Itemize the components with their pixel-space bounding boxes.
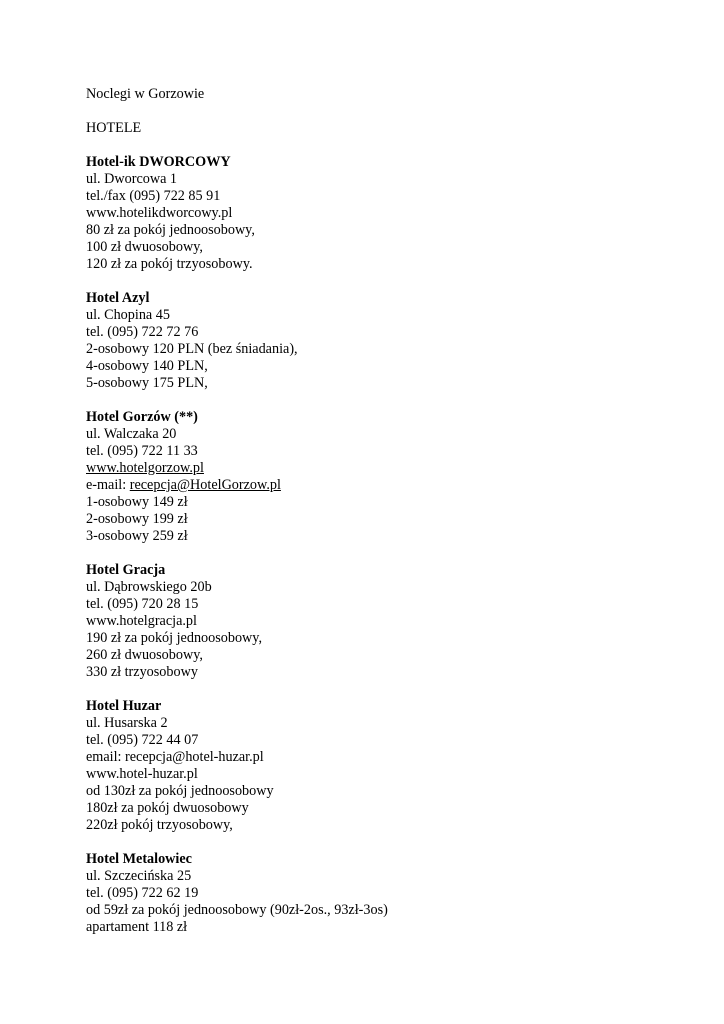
hotel-website: www.hotel-huzar.pl — [86, 766, 198, 782]
hotel-price: od 59zł za pokój jednoosobowy (90zł-2os., 93zł-3os) — [86, 902, 388, 918]
hotel-email-row — [86, 477, 686, 494]
spacer — [86, 137, 686, 154]
spacer — [86, 273, 686, 290]
hotel-address: ul. Walczaka 20 — [86, 426, 177, 442]
spacer — [86, 545, 686, 562]
hotel-price: 220zł pokój trzyosobowy, — [86, 817, 233, 833]
hotel-phone: tel. (095) 720 28 15 — [86, 596, 199, 612]
spacer — [86, 103, 686, 120]
document-page — [86, 86, 686, 936]
hotel-price: 5-osobowy 175 PLN, — [86, 375, 208, 391]
hotel-price: apartament 118 zł — [86, 919, 188, 935]
hotel-entry-gracja — [86, 562, 686, 681]
email-label: e-mail: — [86, 477, 130, 493]
section-heading: HOTELE — [86, 120, 142, 136]
hotel-phone: tel. (095) 722 44 07 — [86, 732, 199, 748]
hotel-website-row — [86, 460, 686, 477]
hotel-website-link[interactable]: www.hotelgorzow.pl — [86, 460, 204, 476]
hotel-email: email: recepcja@hotel-huzar.pl — [86, 749, 264, 765]
hotel-entry-dworcowy — [86, 154, 686, 273]
hotel-price: 1-osobowy 149 zł — [86, 494, 188, 510]
hotel-name: Hotel Azyl — [86, 290, 150, 306]
hotel-name: Hotel Huzar — [86, 698, 162, 714]
hotel-entry-azyl — [86, 290, 686, 392]
hotel-price: od 130zł za pokój jednoosobowy — [86, 783, 274, 799]
hotel-address: ul. Chopina 45 — [86, 307, 170, 323]
hotel-phone: tel. (095) 722 72 76 — [86, 324, 199, 340]
hotel-entry-gorzow — [86, 409, 686, 545]
hotel-phone: tel. (095) 722 11 33 — [86, 443, 198, 459]
hotel-price: 4-osobowy 140 PLN, — [86, 358, 208, 374]
hotel-price: 2-osobowy 199 zł — [86, 511, 188, 527]
hotel-email-link[interactable]: recepcja@HotelGorzow.pl — [129, 477, 281, 493]
hotel-price: 120 zł za pokój trzyosobowy. — [86, 256, 253, 272]
hotel-address: ul. Dworcowa 1 — [86, 171, 178, 187]
hotel-name: Hotel Gorzów (**) — [86, 409, 198, 425]
hotel-price: 260 zł dwuosobowy, — [86, 647, 203, 663]
hotel-entry-metalowiec — [86, 851, 686, 936]
hotel-phone: tel. (095) 722 62 19 — [86, 885, 199, 901]
hotel-price: 180zł za pokój dwuosobowy — [86, 800, 249, 816]
hotel-name: Hotel Gracja — [86, 562, 166, 578]
hotel-price: 80 zł za pokój jednoosobowy, — [86, 222, 255, 238]
hotel-address: ul. Szczecińska 25 — [86, 868, 192, 884]
hotel-name: Hotel-ik DWORCOWY — [86, 154, 231, 170]
hotel-price: 100 zł dwuosobowy, — [86, 239, 203, 255]
hotel-website: www.hotelgracja.pl — [86, 613, 197, 629]
hotel-price: 190 zł za pokój jednoosobowy, — [86, 630, 262, 646]
hotel-entry-huzar — [86, 698, 686, 834]
hotel-website: www.hotelikdworcowy.pl — [86, 205, 233, 221]
spacer — [86, 392, 686, 409]
document-title: Noclegi w Gorzowie — [86, 86, 205, 102]
hotel-price: 3-osobowy 259 zł — [86, 528, 188, 544]
hotel-price: 330 zł trzyosobowy — [86, 664, 198, 680]
hotel-address: ul. Dąbrowskiego 20b — [86, 579, 212, 595]
spacer — [86, 681, 686, 698]
hotel-price: 2-osobowy 120 PLN (bez śniadania), — [86, 341, 298, 357]
hotel-name: Hotel Metalowiec — [86, 851, 192, 867]
hotel-address: ul. Husarska 2 — [86, 715, 168, 731]
spacer — [86, 834, 686, 851]
hotel-phone: tel./fax (095) 722 85 91 — [86, 188, 221, 204]
